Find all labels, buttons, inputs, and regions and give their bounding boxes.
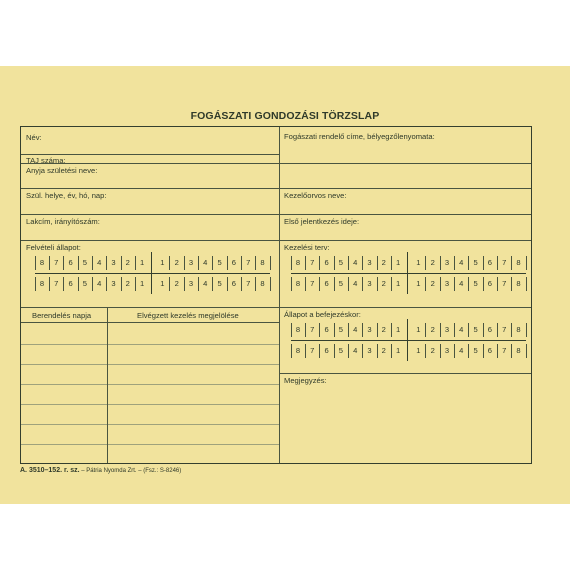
write-line <box>21 344 279 345</box>
tooth-number: 8 <box>295 279 301 288</box>
tooth-number: 1 <box>139 258 145 267</box>
tooth-number: 8 <box>295 325 301 334</box>
form-title: FOGÁSZATI GONDOZÁSI TÖRZSLAP <box>190 110 380 122</box>
tooth-number: 2 <box>381 258 386 267</box>
tooth-number: 6 <box>324 279 329 288</box>
write-line <box>21 384 279 385</box>
tooth-number: 5 <box>473 325 478 334</box>
tooth-number: 2 <box>430 279 435 288</box>
tooth-number: 5 <box>82 279 87 288</box>
tooth-number: 6 <box>487 346 492 355</box>
tooth-number: 2 <box>125 279 130 288</box>
tooth-number: 1 <box>416 325 421 334</box>
form-code: A. 3510–152. r. sz. <box>20 467 80 474</box>
midline <box>407 319 408 361</box>
tooth-number: 4 <box>353 258 358 267</box>
tooth-number: 1 <box>139 279 145 288</box>
tooth-number: 7 <box>246 258 251 267</box>
tooth-number: 2 <box>125 258 130 267</box>
tooth-number: 6 <box>487 279 492 288</box>
tooth-number: 1 <box>160 258 165 267</box>
tooth-number: 8 <box>295 258 301 267</box>
name-label: Név: <box>26 133 42 142</box>
tooth-number: 3 <box>367 325 372 334</box>
tooth-number: 3 <box>111 258 116 267</box>
tooth-number: 8 <box>516 325 521 334</box>
tooth-number: 3 <box>444 258 450 267</box>
tooth-number: 7 <box>310 279 315 288</box>
jaw-line <box>291 340 526 341</box>
jaw-line <box>291 273 526 274</box>
tooth-number: 2 <box>430 325 435 334</box>
clinic-label: Fogászati rendelő címe, bélyegzőlenyomata: <box>284 132 435 141</box>
rule <box>21 163 531 164</box>
tooth-number: 6 <box>231 279 236 288</box>
doctor-label: Kezelőorvos neve: <box>284 191 347 200</box>
tooth-tick <box>291 323 292 337</box>
tooth-number: 2 <box>430 258 435 267</box>
tooth-number: 5 <box>338 279 343 288</box>
tooth-tick <box>270 256 271 270</box>
tooth-tick <box>291 277 292 291</box>
form-sheet <box>0 66 570 504</box>
tooth-number: 5 <box>338 258 343 267</box>
write-line <box>21 444 279 445</box>
tooth-number: 5 <box>338 346 343 355</box>
rule <box>279 373 531 374</box>
tooth-number: 4 <box>459 346 464 355</box>
form-frame <box>20 126 532 464</box>
log-divider <box>107 307 108 463</box>
tooth-number: 6 <box>68 279 73 288</box>
tooth-number: 1 <box>395 346 401 355</box>
tooth-number: 8 <box>39 258 45 267</box>
tooth-number: 3 <box>188 279 194 288</box>
tooth-number: 6 <box>324 325 329 334</box>
tooth-number: 2 <box>174 258 179 267</box>
tooth-number: 8 <box>516 346 521 355</box>
midline <box>151 252 152 294</box>
tooth-number: 5 <box>473 279 478 288</box>
tooth-number: 3 <box>444 279 450 288</box>
rule <box>21 154 279 155</box>
tooth-number: 8 <box>39 279 45 288</box>
tooth-number: 5 <box>473 346 478 355</box>
tooth-number: 7 <box>502 346 507 355</box>
tooth-number: 3 <box>367 279 372 288</box>
printer-note: – Pátria Nyomda Zrt. – (Fsz.: S-8246) <box>81 468 182 474</box>
tooth-number: 5 <box>217 258 222 267</box>
tooth-number: 2 <box>381 279 386 288</box>
tooth-number: 6 <box>487 325 492 334</box>
tooth-number: 7 <box>310 325 315 334</box>
rule <box>21 307 531 308</box>
tooth-number: 3 <box>367 346 372 355</box>
tooth-number: 5 <box>473 258 478 267</box>
write-line <box>21 424 279 425</box>
final-tooth-chart <box>291 321 521 361</box>
tooth-number: 6 <box>487 258 492 267</box>
tooth-number: 4 <box>353 325 358 334</box>
tooth-number: 4 <box>203 279 208 288</box>
mother-name-label: Anyja születési neve: <box>26 166 98 175</box>
tooth-tick <box>270 277 271 291</box>
tooth-number: 1 <box>395 279 401 288</box>
tooth-number: 7 <box>246 279 251 288</box>
tooth-tick <box>291 344 292 358</box>
rule <box>21 214 531 215</box>
rule <box>21 240 531 241</box>
tooth-number: 8 <box>260 279 265 288</box>
tooth-number: 4 <box>203 258 208 267</box>
plan-tooth-chart <box>291 254 521 294</box>
tooth-number: 5 <box>338 325 343 334</box>
tooth-number: 3 <box>367 258 372 267</box>
final-state-label: Állapot a befejezéskor: <box>284 310 361 319</box>
write-line <box>21 364 279 365</box>
tooth-number: 7 <box>502 325 507 334</box>
intake-state-label: Felvételi állapot: <box>26 243 81 252</box>
tooth-number: 3 <box>444 325 450 334</box>
tooth-number: 4 <box>459 279 464 288</box>
address-label: Lakcím, irányítószám: <box>26 217 100 226</box>
tooth-number: 1 <box>395 325 401 334</box>
tooth-number: 1 <box>416 346 421 355</box>
tooth-number: 6 <box>231 258 236 267</box>
tooth-number: 7 <box>502 258 507 267</box>
tooth-number: 3 <box>111 279 116 288</box>
tooth-number: 2 <box>430 346 435 355</box>
treatment-plan-label: Kezelési terv: <box>284 243 330 252</box>
jaw-line <box>35 273 270 274</box>
tooth-number: 5 <box>217 279 222 288</box>
tooth-number: 2 <box>174 279 179 288</box>
tooth-number: 4 <box>97 279 102 288</box>
tooth-number: 4 <box>459 258 464 267</box>
tooth-number: 1 <box>395 258 401 267</box>
tooth-number: 6 <box>324 258 329 267</box>
rule <box>21 188 531 189</box>
taj-label: TAJ száma: <box>26 156 66 165</box>
tooth-number: 1 <box>416 279 421 288</box>
tooth-number: 1 <box>416 258 421 267</box>
tooth-number: 6 <box>324 346 329 355</box>
first-visit-label: Első jelentkezés ideje: <box>284 217 360 226</box>
tooth-number: 2 <box>381 346 386 355</box>
tooth-tick <box>291 256 292 270</box>
tooth-tick <box>526 277 527 291</box>
tooth-number: 4 <box>459 325 464 334</box>
tooth-number: 1 <box>160 279 165 288</box>
tooth-tick <box>526 344 527 358</box>
intake-tooth-chart <box>35 254 265 294</box>
midline <box>407 252 408 294</box>
tooth-number: 7 <box>54 279 59 288</box>
tooth-number: 8 <box>260 258 265 267</box>
tooth-number: 8 <box>516 279 521 288</box>
birth-label: Szül. helye, év, hó, nap: <box>26 191 107 200</box>
tooth-number: 8 <box>295 346 301 355</box>
tooth-tick <box>35 256 36 270</box>
tooth-tick <box>526 256 527 270</box>
tooth-number: 7 <box>310 346 315 355</box>
tooth-number: 7 <box>54 258 59 267</box>
tooth-tick <box>526 323 527 337</box>
tooth-number: 7 <box>310 258 315 267</box>
tooth-number: 4 <box>353 279 358 288</box>
note-label: Megjegyzés: <box>284 376 327 385</box>
order-day-header: Berendelés napja <box>32 311 92 320</box>
treatment-done-header: Elvégzett kezelés megjelölése <box>137 311 239 320</box>
tooth-number: 8 <box>516 258 521 267</box>
tooth-number: 7 <box>502 279 507 288</box>
tooth-number: 3 <box>188 258 194 267</box>
tooth-number: 5 <box>82 258 87 267</box>
tooth-number: 4 <box>353 346 358 355</box>
tooth-number: 6 <box>68 258 73 267</box>
write-line <box>21 404 279 405</box>
tooth-number: 2 <box>381 325 386 334</box>
tooth-number: 3 <box>444 346 450 355</box>
tooth-tick <box>35 277 36 291</box>
tooth-number: 4 <box>97 258 102 267</box>
column-divider <box>279 127 280 463</box>
form-footer <box>20 467 181 474</box>
rule <box>21 322 279 323</box>
